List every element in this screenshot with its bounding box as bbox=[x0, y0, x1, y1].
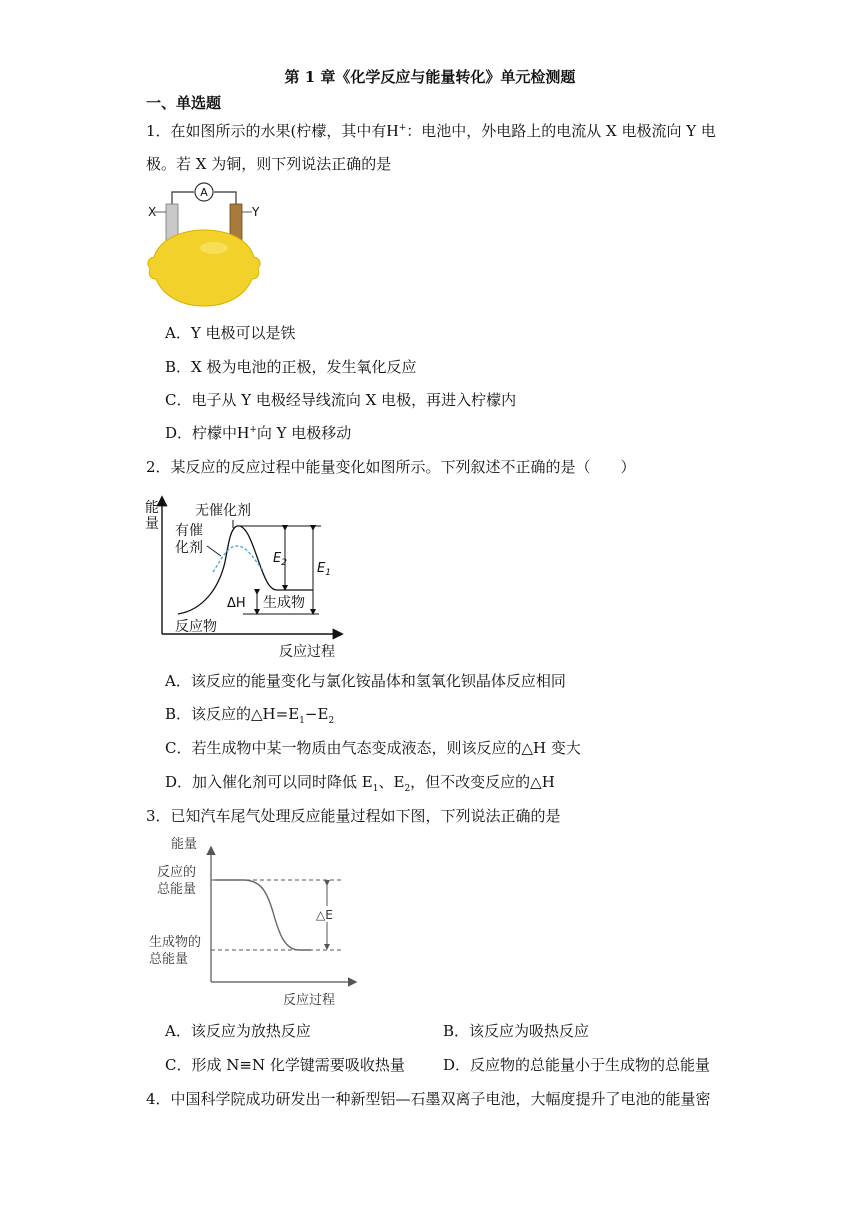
catalyzed-curve bbox=[213, 546, 263, 572]
x-label: X bbox=[148, 205, 157, 219]
e1-label: $E_1$ bbox=[317, 561, 331, 578]
reactant-energy-label-2: 总能量 bbox=[157, 882, 197, 897]
q2-option-d-sub-2: 2 bbox=[404, 784, 411, 794]
q1-option-d-part-2: 向 Y 电极移动 bbox=[256, 424, 352, 442]
q2-option-c[interactable]: C．若生成物中某一物质由气态变成液态，则该反应的△H 变大 bbox=[165, 739, 581, 757]
q2-option-d-part-1: D．加入催化剂可以同时降低 E bbox=[165, 773, 373, 791]
e2-label: $E_2$ bbox=[273, 551, 287, 568]
y-axis-label: 能量 bbox=[171, 837, 198, 852]
section-heading: 一、单选题 bbox=[146, 94, 222, 112]
q1-stem-part-1: 1．在如图所示的水果(柠檬，其中有 bbox=[146, 122, 387, 140]
lemon-shape bbox=[148, 230, 260, 306]
q3-option-d[interactable]: D．反应物的总能量小于生成物的总能量 bbox=[443, 1056, 711, 1074]
q2-option-a[interactable]: A．该反应的能量变化与氯化铵晶体和氢氧化钡晶体反应相同 bbox=[165, 672, 566, 690]
x-axis-label: 反应过程 bbox=[283, 993, 336, 1008]
reactant-label: 反应物 bbox=[175, 619, 217, 635]
q2-option-d-part-2: 、E bbox=[378, 773, 405, 791]
q2-option-d[interactable] bbox=[165, 771, 555, 794]
q2-option-b-sub-1: 1 bbox=[299, 716, 305, 726]
q2-option-b[interactable] bbox=[165, 703, 334, 726]
q3-option-a[interactable]: A．该反应为放热反应 bbox=[165, 1022, 311, 1040]
catalyst-label-2: 化剂 bbox=[175, 540, 203, 556]
no-catalyst-label: 无催化剂 bbox=[195, 503, 251, 519]
page-title: 第 1 章《化学反应与能量转化》单元检测题 bbox=[284, 68, 576, 86]
reaction-curve bbox=[215, 880, 311, 950]
q1-stem-part-2: ：电池中，外电路上的电流从 X 电极流向 Y 电 bbox=[406, 122, 716, 140]
catalyst-label-1: 有催 bbox=[175, 523, 203, 539]
q1-option-a[interactable]: A．Y 电极可以是铁 bbox=[165, 324, 296, 342]
q3-option-b[interactable]: B．该反应为吸热反应 bbox=[443, 1022, 590, 1040]
y-label: Y bbox=[252, 205, 260, 219]
q2-option-b-part-1: B．该反应的△H=E bbox=[165, 705, 300, 723]
product-energy-label-2: 总能量 bbox=[149, 952, 189, 967]
question-1-line-2: 极。若 X 为铜，则下列说法正确的是 bbox=[146, 155, 392, 173]
q1-option-d-part-1: D．柠檬中 bbox=[165, 424, 238, 442]
q1-option-d[interactable] bbox=[165, 422, 351, 443]
q1-option-c[interactable]: C．电子从 Y 电极经导线流向 X 电极，再进入柠檬内 bbox=[165, 391, 517, 409]
q1-h-ion: H bbox=[386, 121, 399, 140]
question-1-line-1 bbox=[146, 120, 716, 141]
q1-option-d-charge: + bbox=[249, 425, 257, 435]
q2-option-b-sub-2: 2 bbox=[328, 716, 335, 726]
product-label: 生成物 bbox=[263, 595, 305, 611]
q1-option-b[interactable]: B．X 极为电池的正极，发生氧化反应 bbox=[165, 358, 417, 376]
question-4-stem: 4．中国科学院成功研发出一种新型铝—石墨双离子电池，大幅度提升了电池的能量密 bbox=[146, 1090, 711, 1108]
energy-profile-figure-2 bbox=[143, 830, 363, 1014]
lemon-battery-figure bbox=[144, 180, 264, 314]
delta-e-label: △E bbox=[316, 908, 333, 922]
y-axis-label-2: 量 bbox=[145, 516, 159, 532]
q3-option-c[interactable]: C．形成 N≡N 化学键需要吸收热量 bbox=[165, 1056, 405, 1074]
q1-h-charge: + bbox=[398, 123, 407, 133]
energy-profile-figure-1 bbox=[143, 480, 353, 666]
question-2-stem: 2．某反应的反应过程中能量变化如图所示。下列叙述不正确的是（ ） bbox=[146, 458, 636, 476]
q1-option-d-ion: H bbox=[237, 423, 250, 442]
reactant-energy-label-1: 反应的 bbox=[157, 865, 197, 880]
product-energy-label-1: 生成物的 bbox=[149, 935, 202, 950]
q2-option-d-part-3: ，但不改变反应的△H bbox=[410, 773, 555, 791]
delta-h-label: ΔH bbox=[227, 596, 246, 611]
y-axis-label-1: 能 bbox=[145, 500, 159, 516]
question-3-stem: 3．已知汽车尾气处理反应能量过程如下图，下列说法正确的是 bbox=[146, 807, 561, 825]
q2-option-b-part-2: −E bbox=[304, 705, 329, 723]
q2-option-d-sub-1: 1 bbox=[372, 784, 379, 794]
x-axis-label: 反应过程 bbox=[279, 644, 335, 660]
ammeter-label: A bbox=[200, 186, 208, 199]
